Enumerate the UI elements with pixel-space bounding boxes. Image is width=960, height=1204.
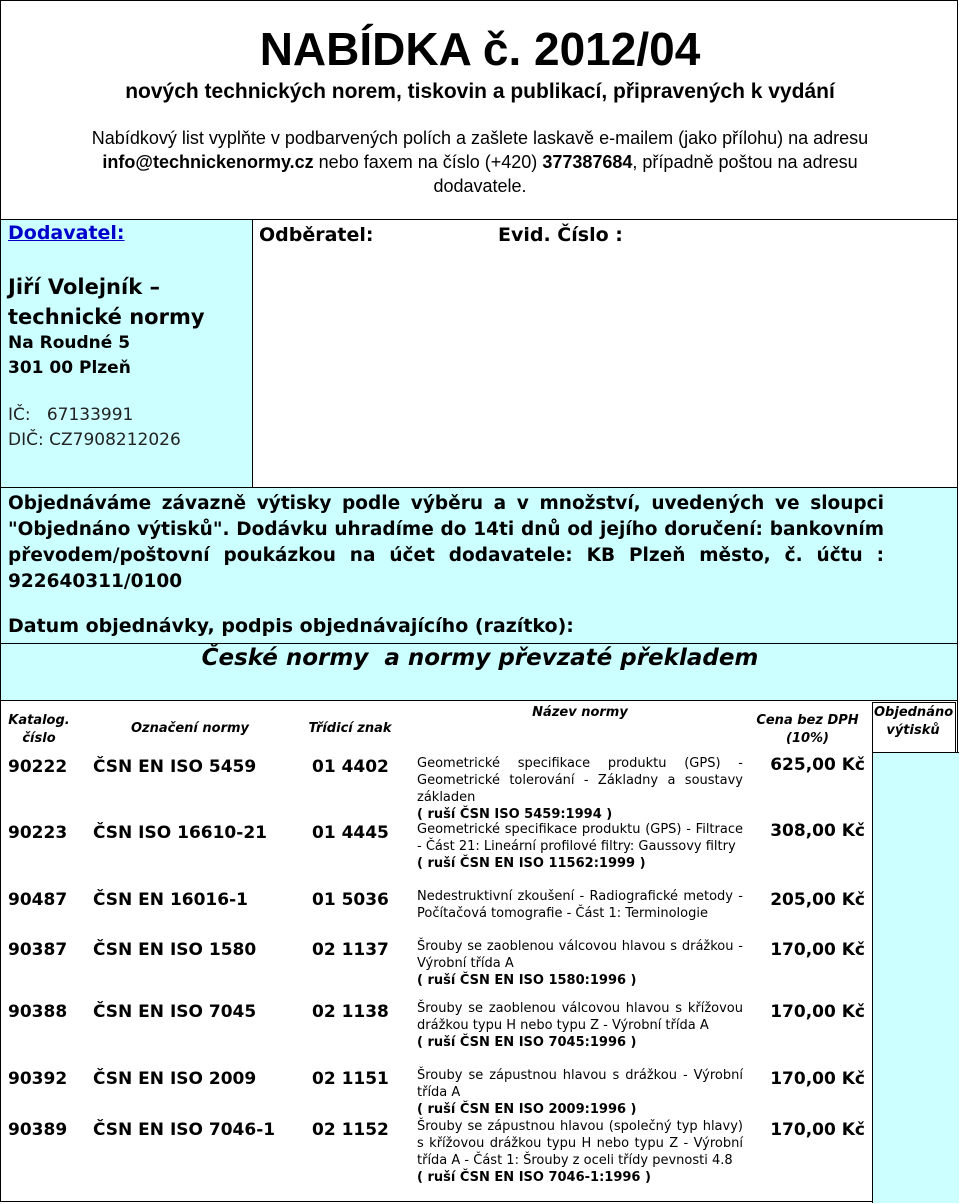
row-description: Nedestruktivní zkoušení - Radiografické metody - Počítačová tomografie - Část 1: Terminologie	[417, 889, 743, 921]
row-desc-text: Geometrické specifikace produktu (GPS) - Geometrické tolerování - Základny a soustavy základen	[417, 756, 743, 805]
intro-line-1: Nabídkový list vyplňte v podbarvených polích a zašlete laskavě e-mailem (jako přílohu) na adresu	[91, 128, 869, 148]
evid-label: Evid. Číslo :	[498, 224, 623, 246]
row-catalog: 90487	[8, 890, 68, 910]
row-designation: ČSN EN ISO 7045	[93, 1002, 257, 1022]
row-designation: ČSN EN ISO 1580	[93, 940, 257, 960]
row-class: 01 4445	[312, 823, 389, 843]
row-description	[417, 1118, 743, 1186]
row-price: 308,00 Kč	[770, 821, 865, 841]
customer-label: Odběratel:	[259, 224, 374, 246]
supplier-address	[8, 331, 131, 381]
row-designation: ČSN EN 16016-1	[93, 890, 248, 910]
row-price: 170,00 Kč	[770, 1002, 865, 1022]
header-class: Třídicí znak	[308, 721, 392, 736]
header-price: Cena bez DPH (10%)	[756, 713, 859, 746]
row-description	[417, 755, 743, 823]
row-catalog: 90222	[8, 757, 68, 777]
row-catalog: 90392	[8, 1069, 68, 1089]
supplier-city: 301 00 Plzeň	[8, 358, 131, 378]
table-row	[0, 821, 872, 889]
date-signature-label: Datum objednávky, podpis objednávajícího (razítko):	[8, 615, 574, 637]
header-designation: Označení normy	[130, 721, 250, 736]
ordered-quantity-column[interactable]	[872, 752, 959, 1203]
intro-end: , případně poštou na adresu	[632, 152, 858, 172]
row-class: 02 1137	[312, 940, 389, 960]
row-replaces: ( ruší ČSN EN ISO 1580:1996 )	[417, 973, 637, 988]
row-replaces: ( ruší ČSN ISO 5459:1994 )	[417, 807, 613, 822]
row-desc-text: Šrouby se zápustnou hlavou (společný typ hlavy) s křížovou drážkou typu H nebo typu Z - Výrobní třída A - Část 1: Šrouby z oceli třídy pevnosti 4.8	[417, 1119, 743, 1168]
row-replaces: ( ruší ČSN EN ISO 7046-1:1996 )	[417, 1170, 651, 1185]
row-class: 02 1152	[312, 1120, 389, 1140]
row-price: 170,00 Kč	[770, 940, 865, 960]
row-description	[417, 821, 743, 872]
fax-number: 377387684	[542, 152, 633, 172]
order-text: Objednáváme závazně výtisky podle výběru a v množství, uvedených ve sloupci "Objednáno výtisků". Dodávku uhradíme do 14ti dnů od jejího doručení: bankovním převodem/poštovní poukázkou na účet dodavatele: KB Plzeň město, č. účtu : 922640311/0100	[8, 493, 884, 592]
row-class: 02 1138	[312, 1002, 389, 1022]
row-designation: ČSN EN ISO 2009	[93, 1069, 257, 1089]
section-title: České normy a normy převzaté překladem	[201, 645, 759, 671]
row-description	[417, 1067, 743, 1118]
row-designation: ČSN ISO 16610-21	[93, 823, 267, 843]
table-row	[0, 1118, 872, 1202]
supplier-dic: DIČ: CZ7908212026	[8, 430, 181, 450]
email-link[interactable]: info@technickenormy.cz	[102, 152, 314, 172]
supplier-street: Na Roudné 5	[8, 333, 131, 353]
intro-text	[0, 126, 960, 198]
row-catalog: 90389	[8, 1120, 68, 1140]
table-row	[0, 888, 872, 940]
row-class: 02 1151	[312, 1069, 389, 1089]
row-replaces: ( ruší ČSN EN ISO 11562:1999 )	[417, 856, 646, 871]
supplier-ids	[8, 403, 181, 453]
header-name: Název normy	[532, 705, 628, 720]
offer-title: NABÍDKA č. 2012/04	[259, 23, 701, 75]
intro-line-3: dodavatele.	[433, 176, 527, 196]
row-designation: ČSN EN ISO 5459	[93, 757, 257, 777]
row-catalog: 90223	[8, 823, 68, 843]
table-row	[0, 1000, 872, 1068]
offer-subtitle: nových technických norem, tiskovin a publikací, připravených k vydání	[125, 80, 835, 103]
row-price: 625,00 Kč	[770, 755, 865, 775]
supplier-ic: IČ: 67133991	[8, 405, 134, 425]
row-description	[417, 1000, 743, 1051]
row-catalog: 90388	[8, 1002, 68, 1022]
table-row	[0, 755, 872, 823]
row-designation: ČSN EN ISO 7046-1	[93, 1120, 276, 1140]
row-replaces: ( ruší ČSN EN ISO 7045:1996 )	[417, 1035, 637, 1050]
row-price: 170,00 Kč	[770, 1120, 865, 1140]
row-desc-text: Šrouby se zápustnou hlavou s drážkou - Výrobní třída A	[417, 1068, 743, 1100]
row-price: 170,00 Kč	[770, 1069, 865, 1089]
row-desc-text: Šrouby se zaoblenou válcovou hlavou s drážkou - Výrobní třída A	[417, 939, 743, 971]
row-desc-text: Geometrické specifikace produktu (GPS) - Filtrace - Část 21: Lineární profilové filtry: Gaussovy filtry	[417, 822, 743, 854]
supplier-name-line2: technické normy	[8, 305, 205, 329]
row-class: 01 5036	[312, 890, 389, 910]
intro-line-2	[0, 150, 960, 174]
supplier-name-line1: Jiří Volejník –	[8, 275, 160, 299]
row-replaces: ( ruší ČSN EN ISO 2009:1996 )	[417, 1102, 637, 1117]
row-catalog: 90387	[8, 940, 68, 960]
header-catalog: Katalog. číslo	[8, 713, 70, 746]
row-desc-text: Šrouby se zaoblenou válcovou hlavou s křížovou drážkou typu H nebo typu Z - Výrobní třída A	[417, 1001, 743, 1033]
row-class: 01 4402	[312, 757, 389, 777]
supplier-label: Dodavatel:	[8, 222, 125, 244]
intro-mid: nebo faxem na číslo (+420)	[313, 152, 543, 172]
table-row	[0, 938, 872, 996]
table-row	[0, 1067, 872, 1119]
row-description	[417, 938, 743, 989]
customer-field[interactable]	[256, 255, 946, 480]
header-ordered: Objednáno výtisků	[874, 705, 954, 738]
supplier-name	[8, 272, 205, 332]
row-price: 205,00 Kč	[770, 890, 865, 910]
